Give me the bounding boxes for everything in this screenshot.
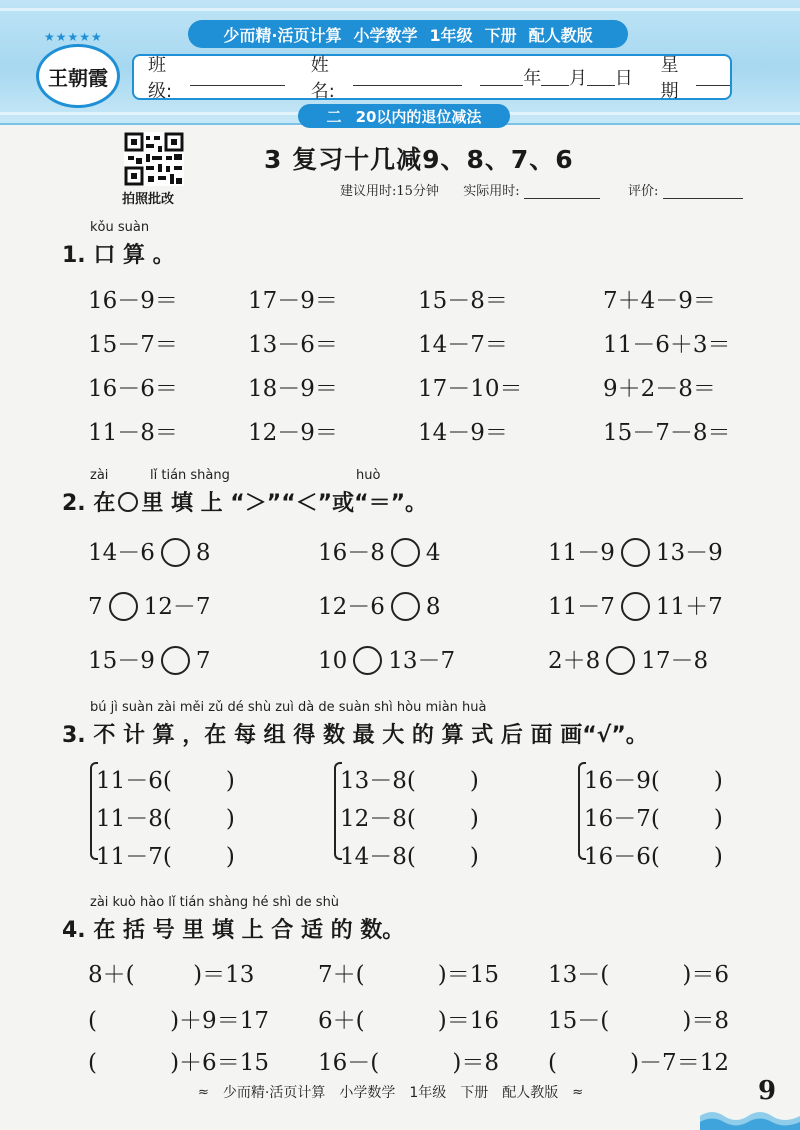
q3-item: 16－7( ) [584,806,723,832]
q1-expr: 15－8＝ [418,288,508,314]
q4-equation[interactable]: 16－( )＝8 [318,1050,499,1076]
q4-pinyin: zài kuò hào lǐ tián shàng hé shì de shù [90,895,340,910]
q4-equation[interactable]: 7＋( )＝15 [318,962,499,988]
q1-expr: 14－9＝ [418,420,508,446]
lesson-meta [340,180,743,199]
q1-expr: 7＋4－9＝ [603,288,716,314]
q1-expr: 14－7＝ [418,332,508,358]
class-label: 班级: [148,55,173,102]
footer-edition: 配人教版 [502,1085,559,1101]
stars-decoration: ★★★★★ [44,30,103,44]
q3-item: 14－8( ) [340,844,479,870]
q1-expr: 17－9＝ [248,288,338,314]
series-name: 少而精·活页计算 [223,25,342,45]
q4-heading: 4. 在 括 号 里 填 上 合 适 的 数。 [62,918,405,943]
q4-equation[interactable]: ( )－7＝12 [548,1050,729,1076]
q4-equation[interactable]: ( )＋9＝17 [88,1008,269,1034]
q4-equation[interactable]: 8＋( )＝13 [88,962,255,988]
day-field[interactable] [587,68,615,86]
q1-expr: 18－9＝ [248,376,338,402]
q4-equation[interactable]: ( )＋6＝15 [88,1050,269,1076]
series-volume: 下册 [484,25,517,45]
series-subject: 小学数学 [353,25,418,45]
wave-icon: ≈ [198,1084,209,1100]
year-label: 年 [523,68,542,89]
class-field[interactable] [190,68,285,86]
q4-equation[interactable]: 15－( )＝8 [548,1008,729,1034]
qr-caption: 拍照批改 [122,192,175,207]
q2-compare: 11－9 13－9 [548,534,723,569]
weekday-label: 星期 [660,55,679,102]
compare-circle[interactable] [606,646,635,675]
unit-number: 二 [326,107,342,126]
footer-volume: 下册 [460,1085,489,1101]
suggested-time: 建议用时:15分钟 [340,184,439,199]
q4-equation[interactable]: 6＋( )＝16 [318,1008,499,1034]
q1-expr: 11－6＋3＝ [603,332,731,358]
q2-compare: 7 12－7 [88,588,211,623]
actual-time-field[interactable] [524,185,600,199]
q1-expr: 16－6＝ [88,376,178,402]
brand-logo [36,44,120,108]
logo-text: 王朝霞 [48,65,108,90]
q3-pinyin: bú jì suàn zài měi zǔ dé shù zuì dà de suàn shì hòu miàn huà [90,700,487,715]
q2-pinyin-tianshang: lǐ tián shàng [150,468,230,483]
q1-pinyin: kǒu suàn [90,220,150,235]
q3-item: 16－9( ) [584,768,723,794]
q3-item: 11－6( ) [96,768,235,794]
q2-compare: 12－6 8 [318,588,441,623]
year-field[interactable] [480,68,524,86]
name-label: 姓名: [310,55,335,102]
q2-pinyin-zai: zài [90,468,109,483]
q2-compare: 2＋8 17－8 [548,642,708,677]
q4-equation[interactable]: 13－( )＝6 [548,962,729,988]
unit-title: 20以内的退位减法 [355,107,482,126]
wave-icon: ≈ [572,1084,584,1100]
q2-compare: 14－6 8 [88,534,211,569]
qr-code-icon[interactable] [124,132,184,186]
series-banner [188,20,628,48]
circle-icon [118,492,138,512]
q1-expr: 13－6＝ [248,332,338,358]
q1-expr: 11－8＝ [88,420,178,446]
student-info-box [132,54,732,100]
month-field[interactable] [541,68,569,86]
q2-heading [62,486,427,517]
footer-grade: 1年级 [409,1085,447,1101]
q1-expr: 17－10＝ [418,376,523,402]
q1-expr: 9＋2－8＝ [603,376,716,402]
q1-expr: 12－9＝ [248,420,338,446]
q2-heading-suffix: 里 填 上 “＞”“＜”或“＝”。 [141,491,428,516]
wave-decoration-icon [700,1100,800,1130]
compare-circle[interactable] [109,592,138,621]
q2-heading-prefix: 2. 在 [62,491,116,516]
q1-expr: 15－7－8＝ [603,420,731,446]
compare-circle[interactable] [161,538,190,567]
compare-circle[interactable] [621,592,650,621]
q1-heading: 1. 口 算 。 [62,243,175,268]
unit-banner [298,104,510,128]
q2-compare: 10 13－7 [318,642,455,677]
month-label: 月 [568,68,587,89]
compare-circle[interactable] [391,538,420,567]
q3-item: 11－8( ) [96,806,235,832]
rating-label: 评价: [628,184,659,199]
compare-circle[interactable] [353,646,382,675]
lesson-title: 3 复习十几减9、8、7、6 [264,145,574,174]
page-footer [198,1082,583,1102]
compare-circle[interactable] [391,592,420,621]
q2-pinyin-huo: huò [356,468,381,483]
q2-compare: 11－7 11＋7 [548,588,723,623]
q3-item: 16－6( ) [584,844,723,870]
compare-circle[interactable] [161,646,190,675]
name-field[interactable] [353,68,462,86]
q3-item: 11－7( ) [96,844,235,870]
footer-subject: 小学数学 [339,1085,396,1101]
q2-compare: 15－9 7 [88,642,211,677]
day-label: 日 [614,68,633,89]
actual-time-label: 实际用时: [463,184,520,199]
q1-expr: 16－9＝ [88,288,178,314]
q2-compare: 16－8 4 [318,534,441,569]
q3-item: 13－8( ) [340,768,479,794]
compare-circle[interactable] [621,538,650,567]
rating-field[interactable] [663,185,743,199]
footer-series: 少而精·活页计算 [222,1085,326,1101]
series-grade: 1年级 [429,25,473,45]
page-number: 9 [758,1076,777,1106]
q1-expr: 15－7＝ [88,332,178,358]
weekday-field[interactable] [696,68,730,86]
q3-heading: 3. 不 计 算 ，在 每 组 得 数 最 大 的 算 式 后 面 画“√”。 [62,723,648,748]
series-edition: 配人教版 [528,25,593,45]
q3-item: 12－8( ) [340,806,479,832]
